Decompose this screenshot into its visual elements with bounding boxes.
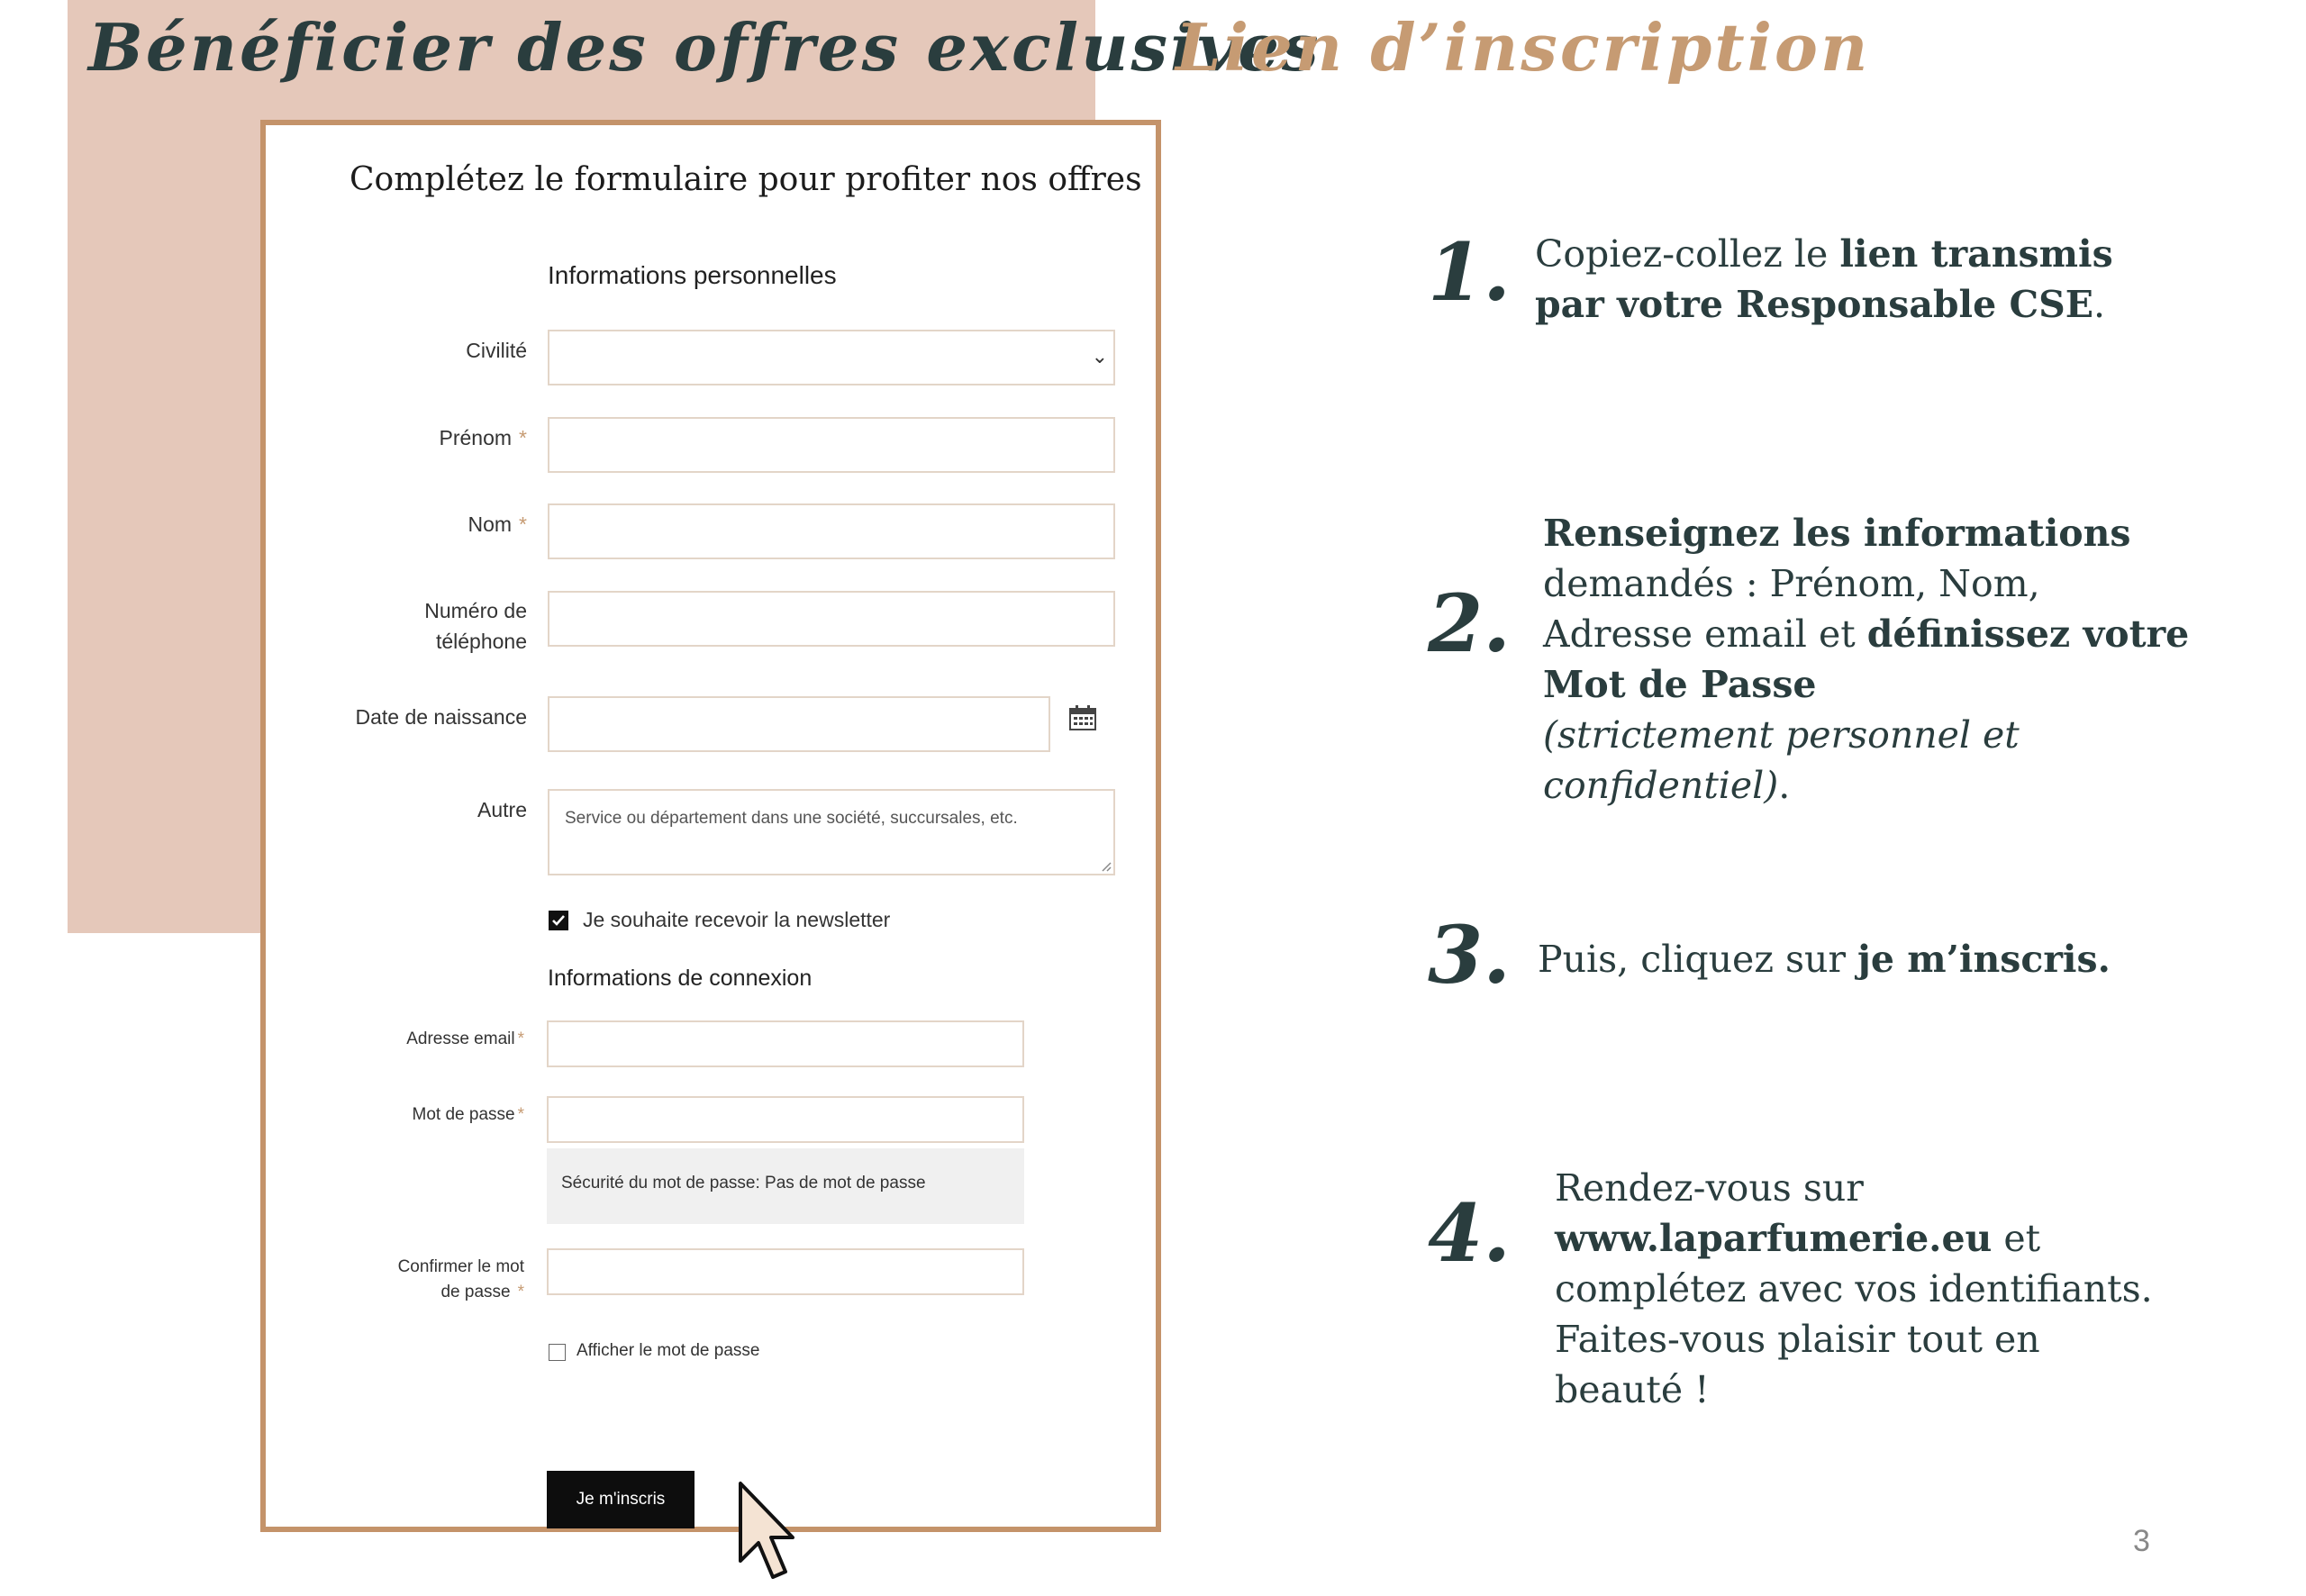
- email-label: Adresse email *: [406, 1029, 524, 1048]
- newsletter-label: Je souhaite recevoir la newsletter: [583, 908, 891, 931]
- password-label: Mot de passe *: [412, 1105, 524, 1124]
- confirm-password-input[interactable]: [547, 1248, 1024, 1295]
- page-number: 3: [2133, 1524, 2150, 1558]
- show-password-label: Afficher le mot de passe: [576, 1341, 760, 1360]
- newsletter-checkbox[interactable]: [549, 911, 568, 930]
- step-4-number: 4.: [1428, 1186, 1511, 1280]
- password-strength-indicator: Sécurité du mot de passe: Pas de mot de passe: [547, 1148, 1024, 1224]
- step-2-text: Renseignez les informations demandés : Prénom, Nom, Adresse email et définissez votre Mot de Passe (strictement personnel et confidentiel).: [1543, 512, 2190, 807]
- section-title-registration-link: Lien d’inscription: [1176, 9, 1871, 86]
- register-button[interactable]: Je m'inscris: [547, 1471, 695, 1528]
- birthdate-input[interactable]: [548, 696, 1050, 752]
- step-4-text: Rendez-vous sur www.laparfumerie.eu et complétez avec vos identifiants. Faites-vous plaisir tout en beauté !: [1555, 1166, 2153, 1411]
- step-3-number: 3.: [1428, 908, 1511, 1002]
- confirm-password-label: Confirmer le mot de passe *: [397, 1257, 524, 1301]
- step-3-text: Puis, cliquez sur je m’inscris.: [1538, 938, 2111, 981]
- email-input[interactable]: [547, 1020, 1024, 1067]
- phone-label: Numéro de téléphone: [424, 599, 527, 653]
- section-login-info: Informations de connexion: [548, 966, 813, 991]
- form-heading: Complétez le formulaire pour profiter nos offres: [350, 161, 1142, 198]
- mouse-cursor-icon: [737, 1480, 794, 1583]
- page-title: Bénéficier des offres exclusives: [88, 9, 1321, 86]
- civility-select[interactable]: [548, 330, 1115, 385]
- show-password-checkbox[interactable]: [549, 1344, 566, 1361]
- lastname-label: Nom *: [468, 512, 527, 536]
- step-1-text: Copiez-collez le lien transmis par votre Responsable CSE.: [1535, 232, 2113, 326]
- civility-label: Civilité: [466, 339, 527, 362]
- password-input[interactable]: [547, 1096, 1024, 1143]
- checkmark-icon: [551, 914, 566, 927]
- phone-input[interactable]: [548, 591, 1115, 647]
- other-label: Autre: [477, 798, 527, 821]
- section-personal-info: Informations personnelles: [548, 261, 837, 289]
- registration-form-panel: [260, 120, 1161, 1532]
- chevron-down-icon: ⌄: [1091, 346, 1108, 368]
- calendar-icon[interactable]: [1069, 705, 1096, 730]
- resize-handle-icon[interactable]: [1101, 861, 1112, 872]
- lastname-input[interactable]: [548, 503, 1115, 559]
- firstname-input[interactable]: [548, 417, 1115, 473]
- birthdate-label: Date de naissance: [355, 705, 527, 729]
- step-2-number: 2.: [1428, 576, 1511, 670]
- step-1-number: 1.: [1428, 225, 1511, 319]
- other-textarea[interactable]: [548, 789, 1115, 875]
- other-placeholder: Service ou département dans une société, succursales, etc.: [565, 809, 1018, 828]
- firstname-label: Prénom *: [439, 426, 527, 449]
